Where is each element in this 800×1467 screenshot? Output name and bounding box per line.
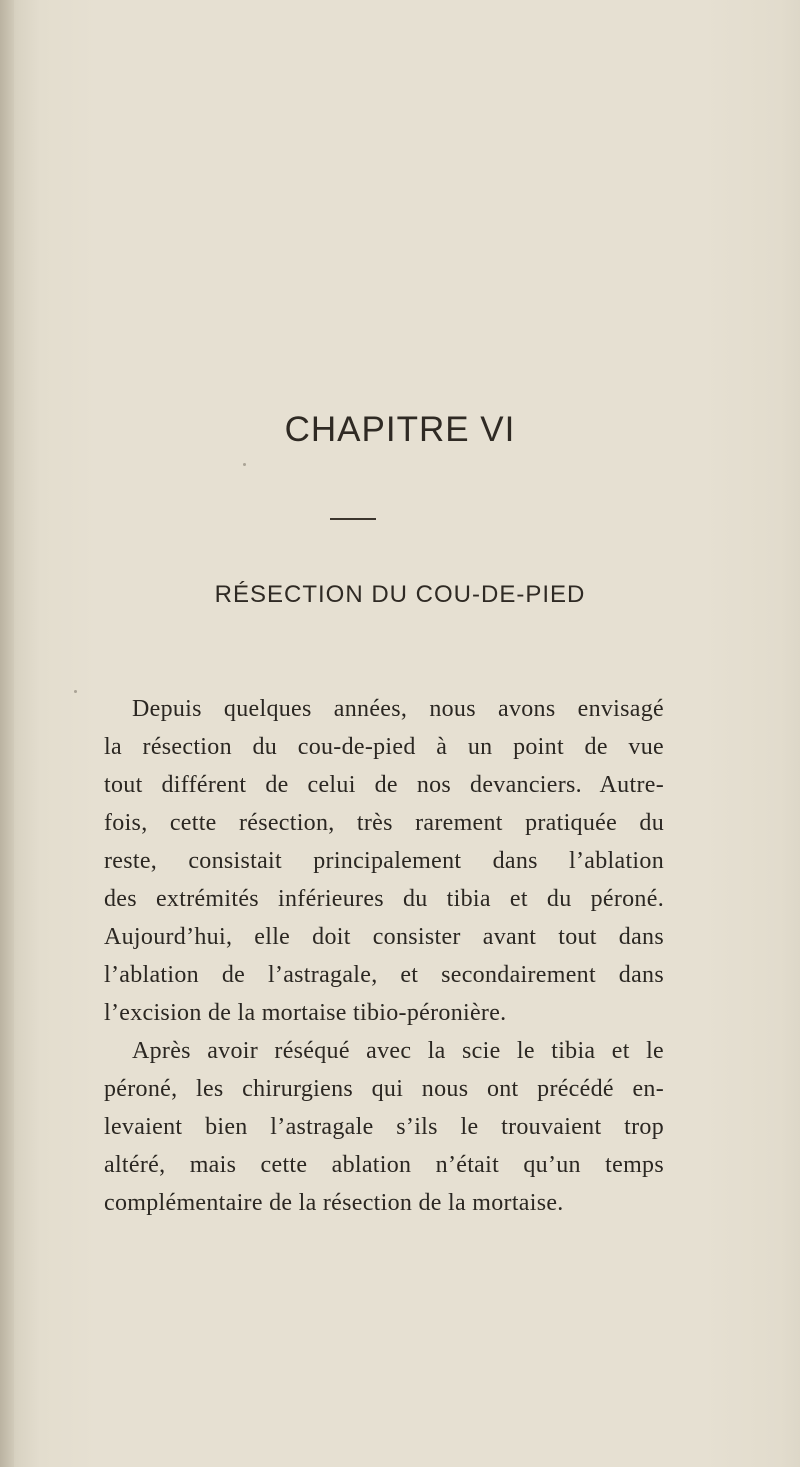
- paragraph-2: [104, 1032, 664, 1222]
- text-line: Aujourd’hui, elle doit consister avant tout dans: [104, 924, 664, 950]
- body-text: [104, 690, 664, 1222]
- text-line: levaient bien l’astragale s’ils le trouvaient trop: [104, 1114, 664, 1140]
- text-line: des extrémités inférieures du tibia et du péroné.: [104, 886, 664, 912]
- text-line: Depuis quelques années, nous avons envisagé: [132, 696, 664, 722]
- text-line: altéré, mais cette ablation n’était qu’un temps: [104, 1152, 664, 1178]
- text-line: reste, consistait principalement dans l’ablation: [104, 848, 664, 874]
- section-title: RÉSECTION DU COU-DE-PIED: [214, 581, 586, 608]
- paragraph-1: [104, 690, 664, 1032]
- text-line: péroné, les chirurgiens qui nous ont précédé en-: [104, 1076, 664, 1102]
- text-line: complémentaire de la résection de la mortaise.: [104, 1190, 564, 1216]
- text-line: Après avoir réséqué avec la scie le tibia et le: [132, 1038, 664, 1064]
- paper-speck: [74, 690, 77, 693]
- text-line: l’ablation de l’astragale, et secondairement dans: [104, 962, 664, 988]
- text-line: tout différent de celui de nos devanciers. Autre-: [104, 772, 664, 798]
- text-line: la résection du cou-de-pied à un point de vue: [104, 734, 664, 760]
- text-line: fois, cette résection, très rarement pratiquée du: [104, 810, 664, 836]
- text-line: l’excision de la mortaise tibio-péronière.: [104, 1000, 507, 1026]
- paper-speck: [243, 463, 246, 466]
- chapter-heading: CHAPITRE VI: [284, 410, 516, 449]
- heading-rule: [330, 518, 376, 520]
- binding-shadow: [0, 0, 14, 1467]
